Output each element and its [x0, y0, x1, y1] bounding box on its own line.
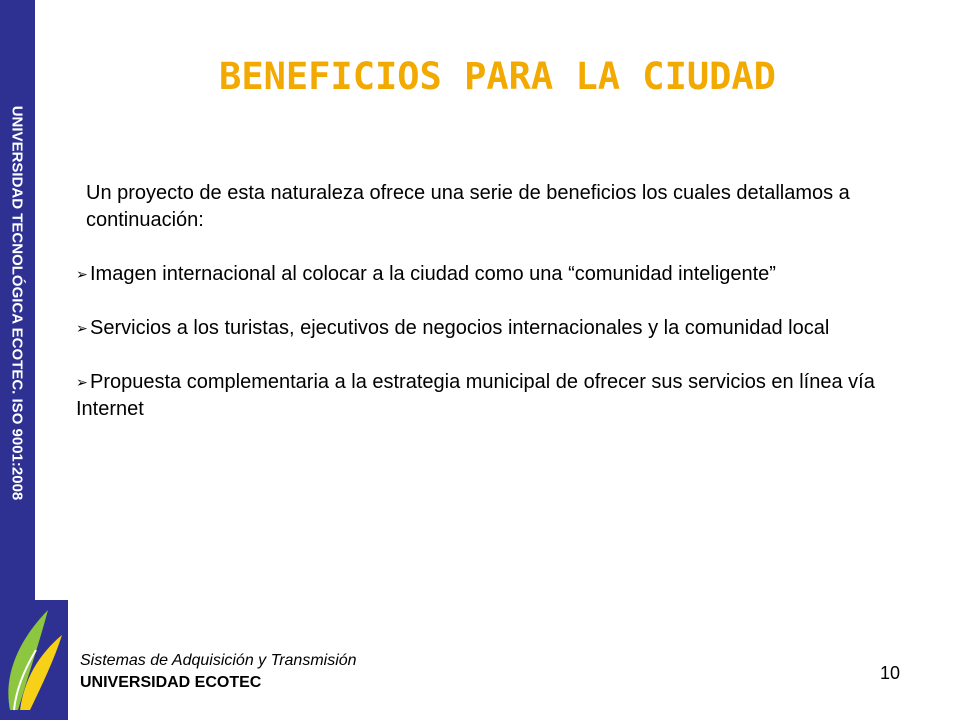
bullet-item — [76, 369, 876, 423]
bullet-item — [76, 261, 876, 288]
slide-content — [76, 180, 876, 450]
bullet-text: Servicios a los turistas, ejecutivos de negocios internacionales y la comunidad local — [90, 317, 830, 339]
footer-course-name: Sistemas de Adquisición y Transmisión — [80, 652, 357, 669]
arrowhead-bullet-icon: ➢ — [76, 320, 88, 336]
bullet-text: Propuesta complementaria a la estrategia municipal de ofrecer sus servicios en línea vía Internet — [76, 371, 875, 420]
bullet-item — [76, 315, 876, 342]
arrowhead-bullet-icon: ➢ — [76, 266, 88, 282]
ecotec-logo-icon — [0, 600, 68, 720]
intro-paragraph: Un proyecto de esta naturaleza ofrece una serie de beneficios los cuales detallamos a continuación: — [86, 182, 850, 231]
arrowhead-bullet-icon: ➢ — [76, 374, 88, 390]
slide-title: BENEFICIOS PARA LA CIUDAD — [219, 55, 776, 98]
bullet-text: Imagen internacional al colocar a la ciudad como una “comunidad inteligente” — [90, 263, 776, 285]
sidebar-institution-text: UNIVERSIDAD TECNOLÓGICA ECOTEC. ISO 9001:2008 — [8, 105, 26, 501]
page-number: 10 — [880, 663, 901, 683]
footer-university-name: UNIVERSIDAD ECOTEC — [80, 674, 262, 691]
